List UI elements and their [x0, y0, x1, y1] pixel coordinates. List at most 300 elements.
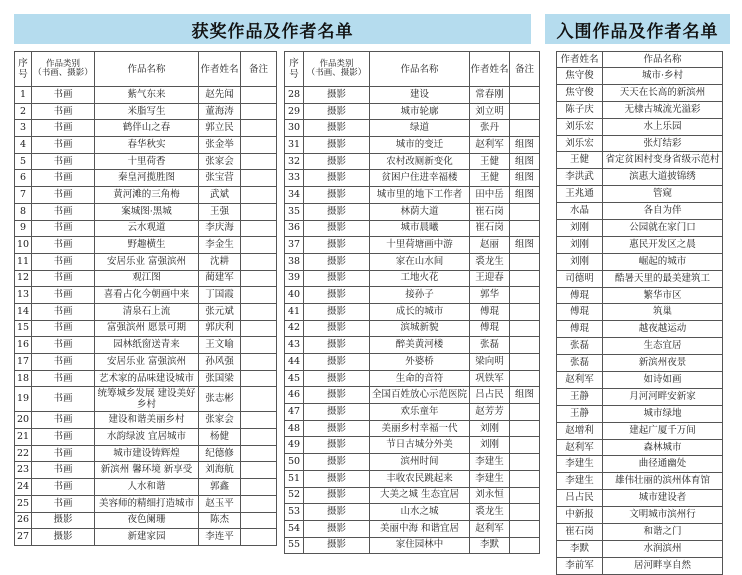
table-row: [15, 220, 277, 237]
table-row: [557, 152, 723, 169]
author-cell: 王健: [470, 170, 510, 187]
work-cell: 云水观道: [95, 220, 199, 237]
seq-cell: 5: [15, 153, 32, 170]
author-cell: 王健: [557, 152, 603, 169]
work-cell: 黄河滩的三角梅: [95, 187, 199, 204]
work-cell: 工地火花: [370, 270, 470, 287]
author-cell: 常春刚: [470, 87, 510, 104]
seq-cell: 39: [285, 270, 304, 287]
category-cell: 摄影: [304, 187, 370, 204]
author-cell: 王迎春: [470, 270, 510, 287]
table-row: [285, 187, 540, 204]
category-cell: 摄影: [304, 437, 370, 454]
author-cell: 陈杰: [199, 512, 241, 529]
work-cell: 张灯结彩: [603, 135, 723, 152]
category-cell: 书画: [32, 87, 95, 104]
work-cell: 如诗如画: [603, 372, 723, 389]
author-cell: 崔石岗: [557, 524, 603, 541]
table-header-row: [285, 52, 540, 87]
table-row: [557, 456, 723, 473]
seq-cell: 25: [15, 495, 32, 512]
author-cell: 丁国霞: [199, 287, 241, 304]
note-cell: [510, 537, 540, 554]
author-cell: 张元斌: [199, 303, 241, 320]
author-cell: 李金生: [199, 237, 241, 254]
note-cell: [241, 187, 277, 204]
work-cell: 城市·乡村: [603, 68, 723, 85]
author-cell: 张志彬: [199, 387, 241, 412]
category-cell: 书画: [32, 320, 95, 337]
category-cell: 摄影: [304, 470, 370, 487]
work-cell: 酷暑天里的最美建筑工: [603, 270, 723, 287]
author-cell: 张磊: [557, 338, 603, 355]
seq-cell: 45: [285, 370, 304, 387]
author-cell: 田中岳: [470, 187, 510, 204]
table-row: [15, 370, 277, 387]
seq-cell: 48: [285, 420, 304, 437]
author-cell: 赵利军: [470, 137, 510, 154]
table-row: [557, 355, 723, 372]
note-cell: [241, 445, 277, 462]
work-cell: 案城图·黑城: [95, 203, 199, 220]
table-row: [285, 354, 540, 371]
note-cell: [510, 253, 540, 270]
note-cell: [241, 495, 277, 512]
work-cell: 水上乐园: [603, 118, 723, 135]
work-cell: 崛起的城市: [603, 253, 723, 270]
table-row: [557, 490, 723, 507]
work-cell: 新滨州夜景: [603, 355, 723, 372]
table-row: [15, 354, 277, 371]
table-row: [557, 287, 723, 304]
category-cell: 书画: [32, 137, 95, 154]
category-cell: 摄影: [304, 270, 370, 287]
seq-cell: 19: [15, 387, 32, 412]
header-author: 作者姓名: [557, 52, 603, 68]
author-cell: 蔺建军: [199, 270, 241, 287]
table-row: [557, 270, 723, 287]
category-cell: 摄影: [304, 303, 370, 320]
work-cell: 曲径通幽处: [603, 456, 723, 473]
category-cell: 摄影: [304, 170, 370, 187]
author-cell: 巩铁军: [470, 370, 510, 387]
note-cell: [510, 103, 540, 120]
header-seq: 序号: [285, 52, 304, 87]
awards-table-1-27: [14, 51, 277, 546]
work-cell: 管窥: [603, 186, 723, 203]
work-cell: 城市建设者: [603, 490, 723, 507]
note-cell: [241, 270, 277, 287]
category-cell: 摄影: [32, 529, 95, 546]
author-cell: 杨健: [199, 429, 241, 446]
author-cell: 王静: [557, 388, 603, 405]
work-cell: 滨城新貌: [370, 320, 470, 337]
author-cell: 傅琨: [557, 287, 603, 304]
category-cell: 摄影: [304, 520, 370, 537]
table-header-row: [557, 52, 723, 68]
work-cell: 欢乐童年: [370, 404, 470, 421]
table-row: [285, 203, 540, 220]
table-row: [15, 103, 277, 120]
category-cell: 摄影: [304, 87, 370, 104]
work-cell: 醉美黄河楼: [370, 337, 470, 354]
work-cell: 美丽中海 和谐宜居: [370, 520, 470, 537]
author-cell: 刘乐宏: [557, 135, 603, 152]
work-cell: 城市晨曦: [370, 220, 470, 237]
note-cell: [241, 170, 277, 187]
table-row: [285, 387, 540, 404]
note-cell: [241, 253, 277, 270]
work-cell: 园林纸窗送青来: [95, 337, 199, 354]
author-cell: 赵利军: [557, 372, 603, 389]
table-row: [15, 479, 277, 496]
category-cell: 书画: [32, 237, 95, 254]
author-cell: 刘乐宏: [557, 118, 603, 135]
author-cell: 郭庆利: [199, 320, 241, 337]
work-cell: 春华秋实: [95, 137, 199, 154]
work-cell: 美容师的精细打造城市: [95, 495, 199, 512]
category-cell: 摄影: [304, 103, 370, 120]
seq-cell: 4: [15, 137, 32, 154]
finalists-title: 入围作品及作者名单: [556, 21, 719, 42]
table-row: [285, 404, 540, 421]
category-cell: 摄影: [304, 504, 370, 521]
seq-cell: 13: [15, 287, 32, 304]
work-cell: 清泉石上流: [95, 303, 199, 320]
category-cell: 书画: [32, 445, 95, 462]
seq-cell: 33: [285, 170, 304, 187]
author-cell: 中新报: [557, 507, 603, 524]
category-cell: 摄影: [304, 354, 370, 371]
work-cell: 城市轮廓: [370, 103, 470, 120]
category-cell: 书画: [32, 303, 95, 320]
table-row: [557, 203, 723, 220]
seq-cell: 55: [285, 537, 304, 554]
table-row: [285, 504, 540, 521]
category-cell: 书画: [32, 103, 95, 120]
author-cell: 赵利军: [557, 439, 603, 456]
seq-cell: 36: [285, 220, 304, 237]
author-cell: 赵增利: [557, 422, 603, 439]
work-cell: 新滨州 馨环境 新享受: [95, 462, 199, 479]
table-row: [285, 120, 540, 137]
table-row: [285, 370, 540, 387]
category-cell: 书画: [32, 187, 95, 204]
category-cell: 摄影: [304, 370, 370, 387]
author-cell: 王文喻: [199, 337, 241, 354]
note-cell: [241, 512, 277, 529]
seq-cell: 10: [15, 237, 32, 254]
seq-cell: 30: [285, 120, 304, 137]
header-seq: 序号: [15, 52, 32, 87]
table-row: [557, 169, 723, 186]
work-cell: 美丽乡村幸福一代: [370, 420, 470, 437]
note-cell: [241, 387, 277, 412]
table-row: [15, 529, 277, 546]
category-cell: 书画: [32, 170, 95, 187]
work-cell: 城市绿地: [603, 405, 723, 422]
author-cell: 刘刚: [470, 437, 510, 454]
category-cell: 书画: [32, 337, 95, 354]
work-cell: 居河畔享自然: [603, 557, 723, 574]
header-category: [32, 52, 95, 87]
table-row: [285, 303, 540, 320]
note-cell: [510, 520, 540, 537]
author-cell: 张家会: [199, 153, 241, 170]
author-cell: 刘刚: [470, 420, 510, 437]
table-row: [557, 321, 723, 338]
author-cell: 李建生: [470, 470, 510, 487]
work-cell: 越夜越运动: [603, 321, 723, 338]
work-cell: 无棣古城流光溢彩: [603, 101, 723, 118]
work-cell: 人水和谐: [95, 479, 199, 496]
table-row: [285, 470, 540, 487]
note-cell: [241, 429, 277, 446]
author-cell: 吕占民: [470, 387, 510, 404]
category-cell: 摄影: [304, 253, 370, 270]
table-row: [15, 337, 277, 354]
note-cell: [510, 470, 540, 487]
table-row: [557, 253, 723, 270]
work-cell: 滨惠大道披锦绣: [603, 169, 723, 186]
note-cell: 组图: [510, 137, 540, 154]
finalists-title-banner: [545, 14, 730, 44]
author-cell: 王强: [199, 203, 241, 220]
note-cell: [510, 337, 540, 354]
seq-cell: 14: [15, 303, 32, 320]
table-row: [15, 287, 277, 304]
note-cell: [241, 153, 277, 170]
author-cell: 李建生: [557, 473, 603, 490]
category-cell: 摄影: [304, 420, 370, 437]
author-cell: 司德明: [557, 270, 603, 287]
author-cell: 孙风强: [199, 354, 241, 371]
seq-cell: 17: [15, 354, 32, 371]
author-cell: 刘刚: [557, 220, 603, 237]
table-row: [285, 487, 540, 504]
author-cell: 郭立民: [199, 120, 241, 137]
category-cell: 书画: [32, 153, 95, 170]
table-row: [285, 320, 540, 337]
table-row: [285, 454, 540, 471]
seq-cell: 28: [285, 87, 304, 104]
author-cell: 裘龙生: [470, 253, 510, 270]
author-cell: 李连平: [199, 529, 241, 546]
seq-cell: 52: [285, 487, 304, 504]
note-cell: [241, 354, 277, 371]
header-note: 备注: [241, 52, 277, 87]
table-row: [15, 320, 277, 337]
category-cell: 摄影: [304, 454, 370, 471]
note-cell: [510, 320, 540, 337]
work-cell: 观江图: [95, 270, 199, 287]
author-cell: 梁向明: [470, 354, 510, 371]
work-cell: 城市建设铸辉煌: [95, 445, 199, 462]
work-cell: 繁华市区: [603, 287, 723, 304]
seq-cell: 49: [285, 437, 304, 454]
header-note: 备注: [510, 52, 540, 87]
author-cell: 崔石岗: [470, 220, 510, 237]
work-cell: 林荫大道: [370, 203, 470, 220]
work-cell: 省定贫困村变身省级示范村: [603, 152, 723, 169]
author-cell: 王静: [557, 405, 603, 422]
author-cell: 赵芳芳: [470, 404, 510, 421]
work-cell: 城市里的地下工作者: [370, 187, 470, 204]
work-cell: 建设和谐美丽乡村: [95, 412, 199, 429]
author-cell: 傅琨: [557, 321, 603, 338]
category-cell: 书画: [32, 387, 95, 412]
seq-cell: 51: [285, 470, 304, 487]
seq-cell: 43: [285, 337, 304, 354]
seq-cell: 8: [15, 203, 32, 220]
category-cell: 书画: [32, 462, 95, 479]
category-cell: 书画: [32, 370, 95, 387]
seq-cell: 35: [285, 203, 304, 220]
seq-cell: 23: [15, 462, 32, 479]
note-cell: [241, 103, 277, 120]
note-cell: [510, 370, 540, 387]
category-cell: 摄影: [304, 137, 370, 154]
table-row: [557, 473, 723, 490]
seq-cell: 1: [15, 87, 32, 104]
work-cell: 各自为伴: [603, 203, 723, 220]
seq-cell: 16: [15, 337, 32, 354]
work-cell: 接孙子: [370, 287, 470, 304]
seq-cell: 7: [15, 187, 32, 204]
work-cell: 天天在长高的新滨州: [603, 84, 723, 101]
note-cell: [241, 462, 277, 479]
finalists-table: [556, 51, 723, 575]
category-cell: 书画: [32, 287, 95, 304]
header-category-note: （书画、摄影）: [306, 68, 367, 78]
author-cell: 张磊: [557, 355, 603, 372]
seq-cell: 34: [285, 187, 304, 204]
note-cell: [510, 220, 540, 237]
header-category: [304, 52, 370, 87]
header-category-note: （书画、摄影）: [33, 68, 93, 78]
author-cell: 傅琨: [470, 320, 510, 337]
work-cell: 全国百姓放心示范医院: [370, 387, 470, 404]
seq-cell: 32: [285, 153, 304, 170]
table-row: [557, 84, 723, 101]
table-row: [285, 237, 540, 254]
author-cell: 刘永恒: [470, 487, 510, 504]
work-cell: 鹤伴山之春: [95, 120, 199, 137]
seq-cell: 31: [285, 137, 304, 154]
category-cell: 摄影: [304, 287, 370, 304]
table-row: [285, 87, 540, 104]
seq-cell: 2: [15, 103, 32, 120]
seq-cell: 15: [15, 320, 32, 337]
table-row: [285, 153, 540, 170]
work-cell: 城市的变迁: [370, 137, 470, 154]
work-cell: 统筹城乡发展 建设美好乡村: [95, 387, 199, 412]
header-work: 作品名称: [603, 52, 723, 68]
author-cell: 郭鑫: [199, 479, 241, 496]
work-cell: 和谐之门: [603, 524, 723, 541]
author-cell: 刘海航: [199, 462, 241, 479]
author-cell: 赵丽: [470, 237, 510, 254]
table-row: [285, 537, 540, 554]
awards-title: 获奖作品及作者名单: [191, 21, 354, 42]
seq-cell: 50: [285, 454, 304, 471]
work-cell: 森林城市: [603, 439, 723, 456]
table-row: [557, 186, 723, 203]
note-cell: [510, 504, 540, 521]
category-cell: 摄影: [304, 203, 370, 220]
note-cell: [241, 479, 277, 496]
author-cell: 李前军: [557, 557, 603, 574]
table-row: [285, 220, 540, 237]
work-cell: 安居乐业 富强滨州: [95, 253, 199, 270]
note-cell: [241, 320, 277, 337]
note-cell: [510, 404, 540, 421]
note-cell: [510, 454, 540, 471]
note-cell: [241, 529, 277, 546]
category-cell: 书画: [32, 253, 95, 270]
table-row: [285, 253, 540, 270]
table-row: [557, 557, 723, 574]
author-cell: 崔石岗: [470, 203, 510, 220]
header-category-label: 作品类别: [45, 59, 80, 69]
category-cell: 书画: [32, 495, 95, 512]
work-cell: 秦皇河揽胜图: [95, 170, 199, 187]
work-cell: 生态宜居: [603, 338, 723, 355]
note-cell: [241, 337, 277, 354]
table-row: [15, 270, 277, 287]
author-cell: 李建生: [470, 454, 510, 471]
seq-cell: 44: [285, 354, 304, 371]
note-cell: [510, 420, 540, 437]
table-row: [285, 270, 540, 287]
author-cell: 纪德修: [199, 445, 241, 462]
category-cell: 书画: [32, 120, 95, 137]
header-work: 作品名称: [95, 52, 199, 87]
table-row: [15, 412, 277, 429]
seq-cell: 40: [285, 287, 304, 304]
category-cell: 书画: [32, 412, 95, 429]
category-cell: 摄影: [304, 153, 370, 170]
work-cell: 成长的城市: [370, 303, 470, 320]
table-row: [557, 101, 723, 118]
work-cell: 家在山水间: [370, 253, 470, 270]
category-cell: 摄影: [304, 237, 370, 254]
category-cell: 书画: [32, 429, 95, 446]
author-cell: 张金举: [199, 137, 241, 154]
work-cell: 丰收农民跳起来: [370, 470, 470, 487]
category-cell: 摄影: [304, 487, 370, 504]
note-cell: [510, 203, 540, 220]
author-cell: 赵先闻: [199, 87, 241, 104]
note-cell: [510, 487, 540, 504]
table-row: [15, 203, 277, 220]
work-cell: 野趣横生: [95, 237, 199, 254]
author-cell: 李庆海: [199, 220, 241, 237]
note-cell: [510, 437, 540, 454]
work-cell: 外婆桥: [370, 354, 470, 371]
seq-cell: 3: [15, 120, 32, 137]
seq-cell: 27: [15, 529, 32, 546]
seq-cell: 26: [15, 512, 32, 529]
work-cell: 建设: [370, 87, 470, 104]
work-cell: 节日古城分外美: [370, 437, 470, 454]
seq-cell: 11: [15, 253, 32, 270]
seq-cell: 29: [285, 103, 304, 120]
author-cell: 刘立明: [470, 103, 510, 120]
seq-cell: 20: [15, 412, 32, 429]
author-cell: 傅琨: [557, 304, 603, 321]
note-cell: [241, 87, 277, 104]
